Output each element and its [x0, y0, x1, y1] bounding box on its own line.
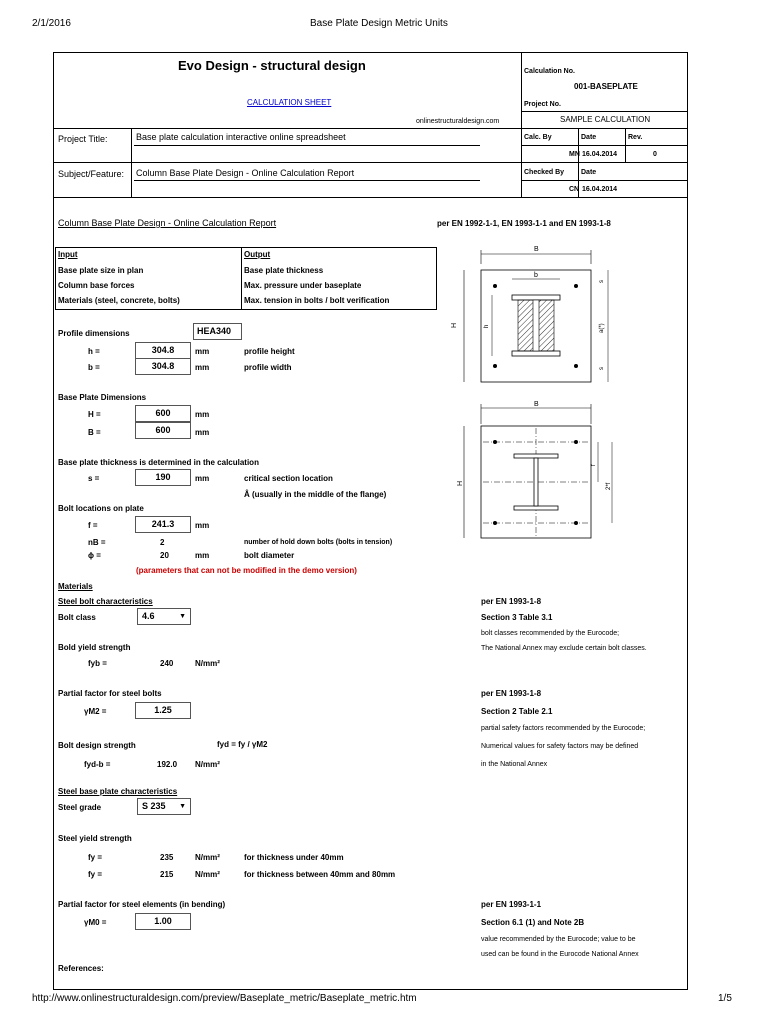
- profile-label: Profile dimensions: [58, 329, 130, 338]
- h-desc: profile height: [244, 347, 295, 356]
- steel-grade-select[interactable]: S 235 ▼: [137, 798, 191, 815]
- project-no-label: Project No.: [524, 101, 561, 108]
- gm0-label: γM0 =: [84, 918, 107, 927]
- s-desc-2: Â (usually in the middle of the flange): [244, 490, 387, 499]
- fydb-value: 192.0: [157, 760, 178, 769]
- nb-label: nB =: [88, 538, 106, 547]
- bolt-char-label: Steel bolt characteristics: [58, 597, 153, 606]
- date-label: Date: [581, 134, 597, 141]
- fyb-unit: N/mm²: [195, 659, 220, 668]
- b-field[interactable]: 304.8: [135, 358, 191, 375]
- ref1-a: per EN 1993-1-8: [481, 597, 542, 606]
- report-standard: per EN 1992-1-1, EN 1993-1-1 and EN 1993-1-8: [437, 219, 611, 228]
- fyb-value: 240: [160, 659, 174, 668]
- B-unit: mm: [195, 428, 210, 437]
- nb-desc: number of hold down bolts (bolts in tension): [244, 539, 393, 546]
- pf-label: Partial factor for steel bolts: [58, 689, 162, 698]
- header-divider: [521, 52, 522, 197]
- bolt-class-select[interactable]: 4.6 ▼: [137, 608, 191, 625]
- h-label: h =: [88, 347, 100, 356]
- chevron-down-icon: ▼: [179, 803, 186, 810]
- checked-date: 16.04.2014: [582, 186, 618, 193]
- thickness-label: Base plate thickness is determined in the calculation: [58, 458, 259, 467]
- input-item: Base plate size in plan: [58, 266, 144, 275]
- input-header: Input: [58, 250, 78, 259]
- fy1-unit: N/mm²: [195, 853, 220, 862]
- rev-label: Rev.: [628, 134, 643, 141]
- s-desc: critical section location: [244, 474, 333, 483]
- calc-no-label: Calculation No.: [524, 68, 575, 75]
- fydb-unit: N/mm²: [195, 760, 220, 769]
- chevron-down-icon: ▼: [179, 613, 186, 620]
- print-date: 2/1/2016: [32, 18, 71, 29]
- dim-f: f: [591, 464, 597, 466]
- fy2-desc: for thickness between 40mm and 80mm: [244, 870, 396, 879]
- output-item: Base plate thickness: [244, 266, 324, 275]
- b-unit: mm: [195, 363, 210, 372]
- fy1-desc: for thickness under 40mm: [244, 853, 344, 862]
- phi-unit: mm: [195, 551, 210, 560]
- print-title: Base Plate Design Metric Units: [310, 18, 448, 29]
- gm2-field[interactable]: 1.25: [135, 702, 191, 719]
- gm0-field[interactable]: 1.00: [135, 913, 191, 930]
- subject: Column Base Plate Design - Online Calculation Report: [136, 168, 355, 178]
- f-field[interactable]: 241.3: [135, 516, 191, 533]
- s-unit: mm: [195, 474, 210, 483]
- input-item: Column base forces: [58, 281, 135, 290]
- calc-no: 001-BASEPLATE: [574, 82, 638, 91]
- gm2-label: γM2 =: [84, 707, 107, 716]
- yield-label: Bold yield strength: [58, 643, 131, 652]
- f-unit: mm: [195, 521, 210, 530]
- demo-note: (parameters that can not be modified in the demo version): [136, 566, 357, 575]
- h-field[interactable]: 304.8: [135, 342, 191, 359]
- checked-by: CN: [569, 186, 580, 193]
- B-label: B =: [88, 428, 101, 437]
- output-header: Output: [244, 250, 271, 259]
- header-row-line: [53, 128, 688, 129]
- dim-H: H: [457, 480, 464, 486]
- calc-by: MN: [569, 151, 580, 158]
- baseplate-section-diagram: [448, 240, 628, 390]
- subject-label: Subject/Feature:: [58, 169, 125, 179]
- fy2-value: 215: [160, 870, 174, 879]
- profile-field[interactable]: HEA340: [193, 323, 242, 340]
- ref2-a: per EN 1993-1-8: [481, 689, 542, 698]
- project-title: Base plate calculation interactive online spreadsheet: [136, 132, 346, 142]
- rev: 0: [653, 151, 657, 158]
- ref2-e: in the National Annex: [481, 761, 548, 768]
- sy-label: Steel yield strength: [58, 834, 132, 843]
- bds-formula: fyd = fy / γM2: [217, 740, 268, 749]
- checked-by-label: Checked By: [524, 169, 565, 176]
- project-title-label: Project Title:: [58, 134, 108, 144]
- print-page-number: 1/5: [718, 993, 732, 1004]
- website: onlinestructuraldesign.com: [416, 118, 500, 125]
- fy1-value: 235: [160, 853, 174, 862]
- H-label: H =: [88, 410, 101, 419]
- H-unit: mm: [195, 410, 210, 419]
- output-item: Max. tension in bolts / bolt verification: [244, 296, 390, 305]
- dim-b: b: [534, 272, 538, 279]
- H-field[interactable]: 600: [135, 405, 191, 422]
- ref3-a: per EN 1993-1-1: [481, 900, 542, 909]
- ref3-b: Section 6.1 (1) and Note 2B: [481, 918, 585, 927]
- fydb-label: fyd-b =: [84, 760, 111, 769]
- fyb-label: fyb =: [88, 659, 107, 668]
- fy1-label: fy =: [88, 853, 103, 862]
- bolt-locations-label: Bolt locations on plate: [58, 504, 144, 513]
- dim-h: h: [484, 324, 490, 328]
- plate-label: Base Plate Dimensions: [58, 393, 147, 402]
- ref2-b: Section 2 Table 2.1: [481, 707, 553, 716]
- calc-sheet-link[interactable]: CALCULATION SHEET: [247, 98, 332, 107]
- dim-2f: 2*f: [606, 482, 612, 490]
- header-bottom-line: [53, 197, 688, 198]
- ref3-d: used can be found in the Eurocode National Annex: [481, 951, 639, 958]
- references-label: References:: [58, 964, 104, 973]
- phi-desc: bolt diameter: [244, 551, 295, 560]
- company-name: Evo Design - structural design: [178, 58, 366, 73]
- nb-value: 2: [160, 538, 165, 547]
- calc-date: 16.04.2014: [582, 151, 618, 158]
- output-item: Max. pressure under baseplate: [244, 281, 362, 290]
- report-title: Column Base Plate Design - Online Calculation Report: [58, 218, 277, 228]
- f-label: f =: [88, 521, 98, 530]
- pfe-label: Partial factor for steel elements (in bending): [58, 900, 226, 909]
- bolt-layout-diagram: [448, 398, 628, 548]
- b-desc: profile width: [244, 363, 292, 372]
- input-item: Materials (steel, concrete, bolts): [58, 296, 180, 305]
- calc-by-label: Calc. By: [524, 134, 552, 141]
- s-field[interactable]: 190: [135, 469, 191, 486]
- project-no: SAMPLE CALCULATION: [560, 115, 651, 124]
- dim-s: s: [599, 280, 605, 283]
- dim-a: a(*): [599, 323, 605, 333]
- ref2-c: partial safety factors recommended by the Eurocode;: [481, 725, 646, 732]
- b-label: b =: [88, 363, 100, 372]
- grade-label: Steel grade: [58, 803, 102, 812]
- dim-H: H: [451, 322, 458, 328]
- ref1-d: The National Annex may exclude certain bolt classes.: [481, 645, 647, 652]
- plate-char-label: Steel base plate characteristics: [58, 787, 178, 796]
- dim-s: s: [599, 367, 605, 370]
- phi-value: 20: [160, 551, 169, 560]
- B-field[interactable]: 600: [135, 422, 191, 439]
- s-label: s =: [88, 474, 100, 483]
- dim-B: B: [534, 401, 539, 408]
- phi-label: ϕ =: [88, 551, 101, 560]
- ref1-b: Section 3 Table 3.1: [481, 613, 553, 622]
- ref1-c: bolt classes recommended by the Eurocode;: [481, 630, 620, 637]
- ref3-c: value recommended by the Eurocode; value to be: [481, 936, 636, 943]
- print-url[interactable]: http://www.onlinestructuraldesign.com/preview/Baseplate_metric/Baseplate_metric.htm: [32, 993, 417, 1004]
- ref2-d: Numerical values for safety factors may be defined: [481, 743, 639, 750]
- bolt-class-label: Bolt class: [58, 613, 96, 622]
- bds-label: Bolt design strength: [58, 741, 136, 750]
- dim-B: B: [534, 246, 539, 253]
- h-unit: mm: [195, 347, 210, 356]
- materials-label: Materials: [58, 582, 93, 591]
- fy2-unit: N/mm²: [195, 870, 220, 879]
- fy2-label: fy =: [88, 870, 103, 879]
- date-label-2: Date: [581, 169, 597, 176]
